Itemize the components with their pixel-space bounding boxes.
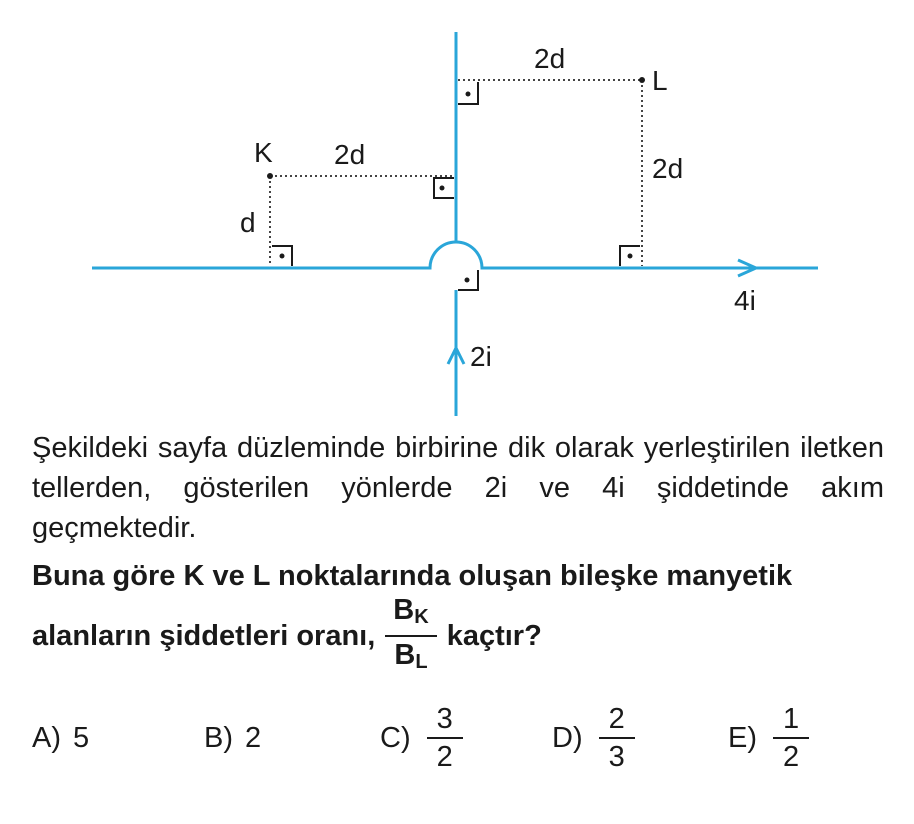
question-ask-line1: Buna göre K ve L noktalarında oluşan bileşke manyetik (32, 560, 793, 592)
right-angle-icon (458, 82, 478, 104)
fraction-denominator: 2 (783, 741, 800, 773)
label-k: K (254, 137, 273, 168)
ask-prefix: alanların şiddetleri oranı, (32, 619, 376, 652)
point-l (639, 77, 645, 83)
fraction-denominator: $B_L$ (394, 639, 428, 673)
option-fraction (427, 703, 463, 773)
option-value: 2 (245, 721, 262, 754)
option-letter: C) (380, 721, 411, 754)
right-angle-icon (620, 246, 640, 266)
option-letter: A) (32, 721, 61, 754)
option-value: 5 (73, 721, 90, 754)
fraction-denominator: 3 (608, 741, 625, 773)
label-l-side-2d: 2d (652, 153, 684, 184)
option-c[interactable] (380, 700, 463, 776)
right-angle-icon (434, 178, 454, 198)
fraction-bar (427, 737, 463, 739)
option-letter: B) (204, 721, 233, 754)
fraction-denominator: 2 (436, 741, 453, 773)
fraction-numerator: 1 (783, 703, 800, 735)
option-letter: D) (552, 721, 583, 754)
option-letter: E) (728, 721, 757, 754)
fraction-bar (599, 737, 635, 739)
option-fraction (599, 703, 635, 773)
option-fraction (773, 703, 809, 773)
label-l: L (652, 65, 668, 96)
label-l-top-2d: 2d (534, 43, 566, 74)
point-k (267, 173, 273, 179)
label-current-2i: 2i (470, 341, 492, 372)
option-e[interactable] (728, 700, 809, 776)
option-b[interactable] (204, 700, 261, 776)
ratio-fraction (385, 594, 436, 678)
horizontal-wire (92, 242, 818, 268)
option-d[interactable] (552, 700, 635, 776)
fraction-numerator: $B_K$ (393, 594, 429, 628)
fraction-bar (773, 737, 809, 739)
right-angle-icon (272, 246, 292, 266)
fraction-bar (385, 635, 436, 637)
label-current-4i: 4i (734, 285, 756, 316)
ask-suffix: kaçtır? (446, 619, 542, 652)
question-ask-line2 (32, 596, 542, 676)
label-d: d (240, 207, 256, 238)
question-text: Şekildeki sayfa düzleminde birbirine dik olarak yerleştirilen iletken tellerden, gösterilen yönlerde 2i ve 4i şiddetinde akım geçmektedir. (32, 432, 884, 544)
option-a[interactable] (32, 700, 89, 776)
label-k-2d: 2d (334, 139, 366, 170)
fraction-numerator: 3 (436, 703, 453, 735)
right-angle-icon (458, 270, 478, 290)
fraction-numerator: 2 (608, 703, 625, 735)
